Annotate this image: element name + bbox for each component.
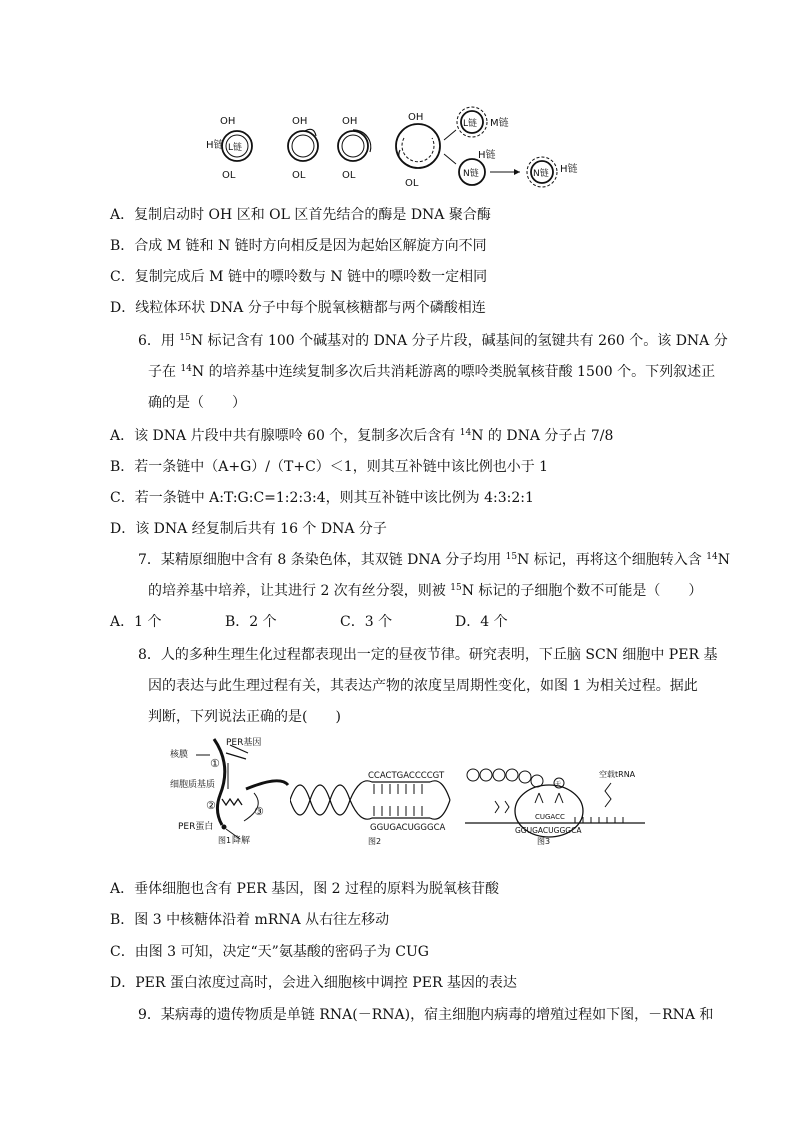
q7-stem-line2: 的培养基中培养，让其进行 2 次有丝分裂，则被 $^{15}$N 标记的子细胞个数不可能是（ ）	[148, 583, 703, 599]
q6-stem-line3: 确的是（ ）	[148, 395, 246, 411]
q8-option-b: B．图 3 中核糖体沿着 mRNA 从右往左移动	[110, 912, 390, 928]
q6-option-b: B．若一条链中（A+G）/（T+C）＜1，则其互补链中该比例也小于 1	[110, 459, 549, 475]
figure-3-caption: 图3	[537, 837, 551, 845]
n-chain-label: N链	[463, 169, 479, 179]
q8-option-a: A．垂体细胞也含有 PER 基因，图 2 过程的原料为脱氧核苷酸	[110, 881, 499, 897]
ol-label-4: OL	[405, 178, 419, 189]
q7-option-a: A．1 个	[110, 614, 162, 630]
empty-trna-label: 空载tRNA	[599, 770, 636, 779]
q7-options	[110, 612, 508, 632]
step-2-label: ②	[206, 799, 216, 812]
h-chain-label-2: H链	[478, 150, 496, 161]
q7-stem-line1: 7．某精原细胞中含有 8 条染色体，其双链 DNA 分子均用 $^{15}$N 标记，再将这个细胞转入含 $^{14}$N	[138, 552, 730, 568]
figure-1-per-gene	[170, 735, 300, 845]
q5-option-c: C．复制完成后 M 链中的嘌呤数与 N 链中的嘌呤数一定相同	[110, 269, 488, 285]
m-chain-label: M链	[490, 118, 509, 129]
q8-stem-line3: 判断，下列说法正确的是( )	[148, 709, 341, 725]
oh-label-4: OH	[408, 112, 424, 123]
ol-label-1: OL	[222, 170, 236, 181]
step-1-label: ①	[210, 757, 220, 770]
q5-option-a: A．复制启动时 OH 区和 OL 区首先结合的酶是 DNA 聚合酶	[110, 207, 491, 223]
q7-option-b: B．2 个	[225, 614, 277, 630]
degrade-label: 降解	[232, 836, 251, 845]
oh-label-2: OH	[292, 116, 308, 127]
tian-amino-acid-label: 天	[555, 781, 562, 788]
q6-option-d: D．该 DNA 经复制后共有 16 个 DNA 分子	[110, 521, 387, 537]
q8-stem-line2: 因的表达与此生理过程有关，其表达产物的浓度呈周期性变化，如图 1 为相关过程。据此	[148, 678, 698, 694]
mrna-sequence: GGUGACUGGGCA	[370, 823, 446, 833]
q8-stem-line1: 8．人的多种生理生化过程都表现出一定的昼夜节律。研究表明，下丘脑 SCN 细胞中 PER 基	[138, 647, 718, 663]
l-chain-label-2: L链	[463, 119, 478, 129]
figure-1-caption: 图1	[218, 836, 232, 845]
cytoplasm-label: 细胞质基质	[170, 780, 216, 790]
l-chain-label: L链	[228, 143, 243, 153]
q6-option-a: A．该 DNA 片段中共有腺嘌呤 60 个，复制多次后含有 $^{14}$N 的 DNA 分子占 7/8	[110, 428, 614, 444]
dna-template-sequence: CCACTGACCCCGT	[368, 771, 445, 781]
q8-option-c: C．由图 3 可知，决定“天”氨基酸的密码子为 CUG	[110, 944, 429, 960]
q8-option-d: D．PER 蛋白浓度过高时，会进入细胞核中调控 PER 基因的表达	[110, 975, 517, 991]
anticodon-sequence: CUGACC	[535, 813, 565, 821]
per-gene-label: PER基因	[226, 738, 262, 748]
mtdna-replication-figure	[200, 100, 600, 195]
q5-option-b: B．合成 M 链和 N 链时方向相反是因为起始区解旋方向不同	[110, 238, 487, 254]
oh-label-1: OH	[220, 116, 236, 127]
ol-label-2: OL	[292, 170, 306, 181]
q6-option-c: C．若一条链中 A:T:G:C=1:2:3:4，则其互补链中该比例为 4:3:2:1	[110, 490, 534, 506]
q7-option-c: C．3 个	[340, 614, 393, 630]
n-chain-label-2: N链	[533, 169, 549, 179]
fig3-mrna-sequence: GGUGACUGGGCA	[515, 826, 582, 835]
figure-2-caption: 图2	[368, 837, 382, 845]
q7-option-d: D．4 个	[455, 614, 508, 630]
per-protein-label: PER蛋白	[178, 822, 214, 832]
q6-stem-line2: 子在 $^{14}$N 的培养基中连续复制多次后共消耗游离的嘌呤类脱氧核苷酸 1500 个。下列叙述正	[148, 364, 716, 380]
q9-stem-line1: 9．某病毒的遗传物质是单链 RNA(－RNA)，宿主细胞内病毒的增殖过程如下图，－RNA 和	[138, 1007, 714, 1023]
step-3-label: ③	[254, 805, 264, 818]
oh-label-3: OH	[342, 116, 358, 127]
q6-stem-line1: 6．用 $^{15}$N 标记含有 100 个碱基对的 DNA 分子片段，碱基间的氢键共有 260 个。该 DNA 分	[138, 333, 728, 349]
nuclear-membrane-label: 核膜	[170, 750, 189, 760]
h-chain-label: H链	[206, 140, 224, 151]
h-chain-label-3: H链	[560, 164, 578, 175]
q5-option-d: D．线粒体环状 DNA 分子中每个脱氧核糖都与两个磷酸相连	[110, 300, 486, 316]
figure-2-transcription	[290, 760, 460, 845]
figure-3-translation	[465, 765, 650, 845]
ol-label-3: OL	[342, 170, 356, 181]
